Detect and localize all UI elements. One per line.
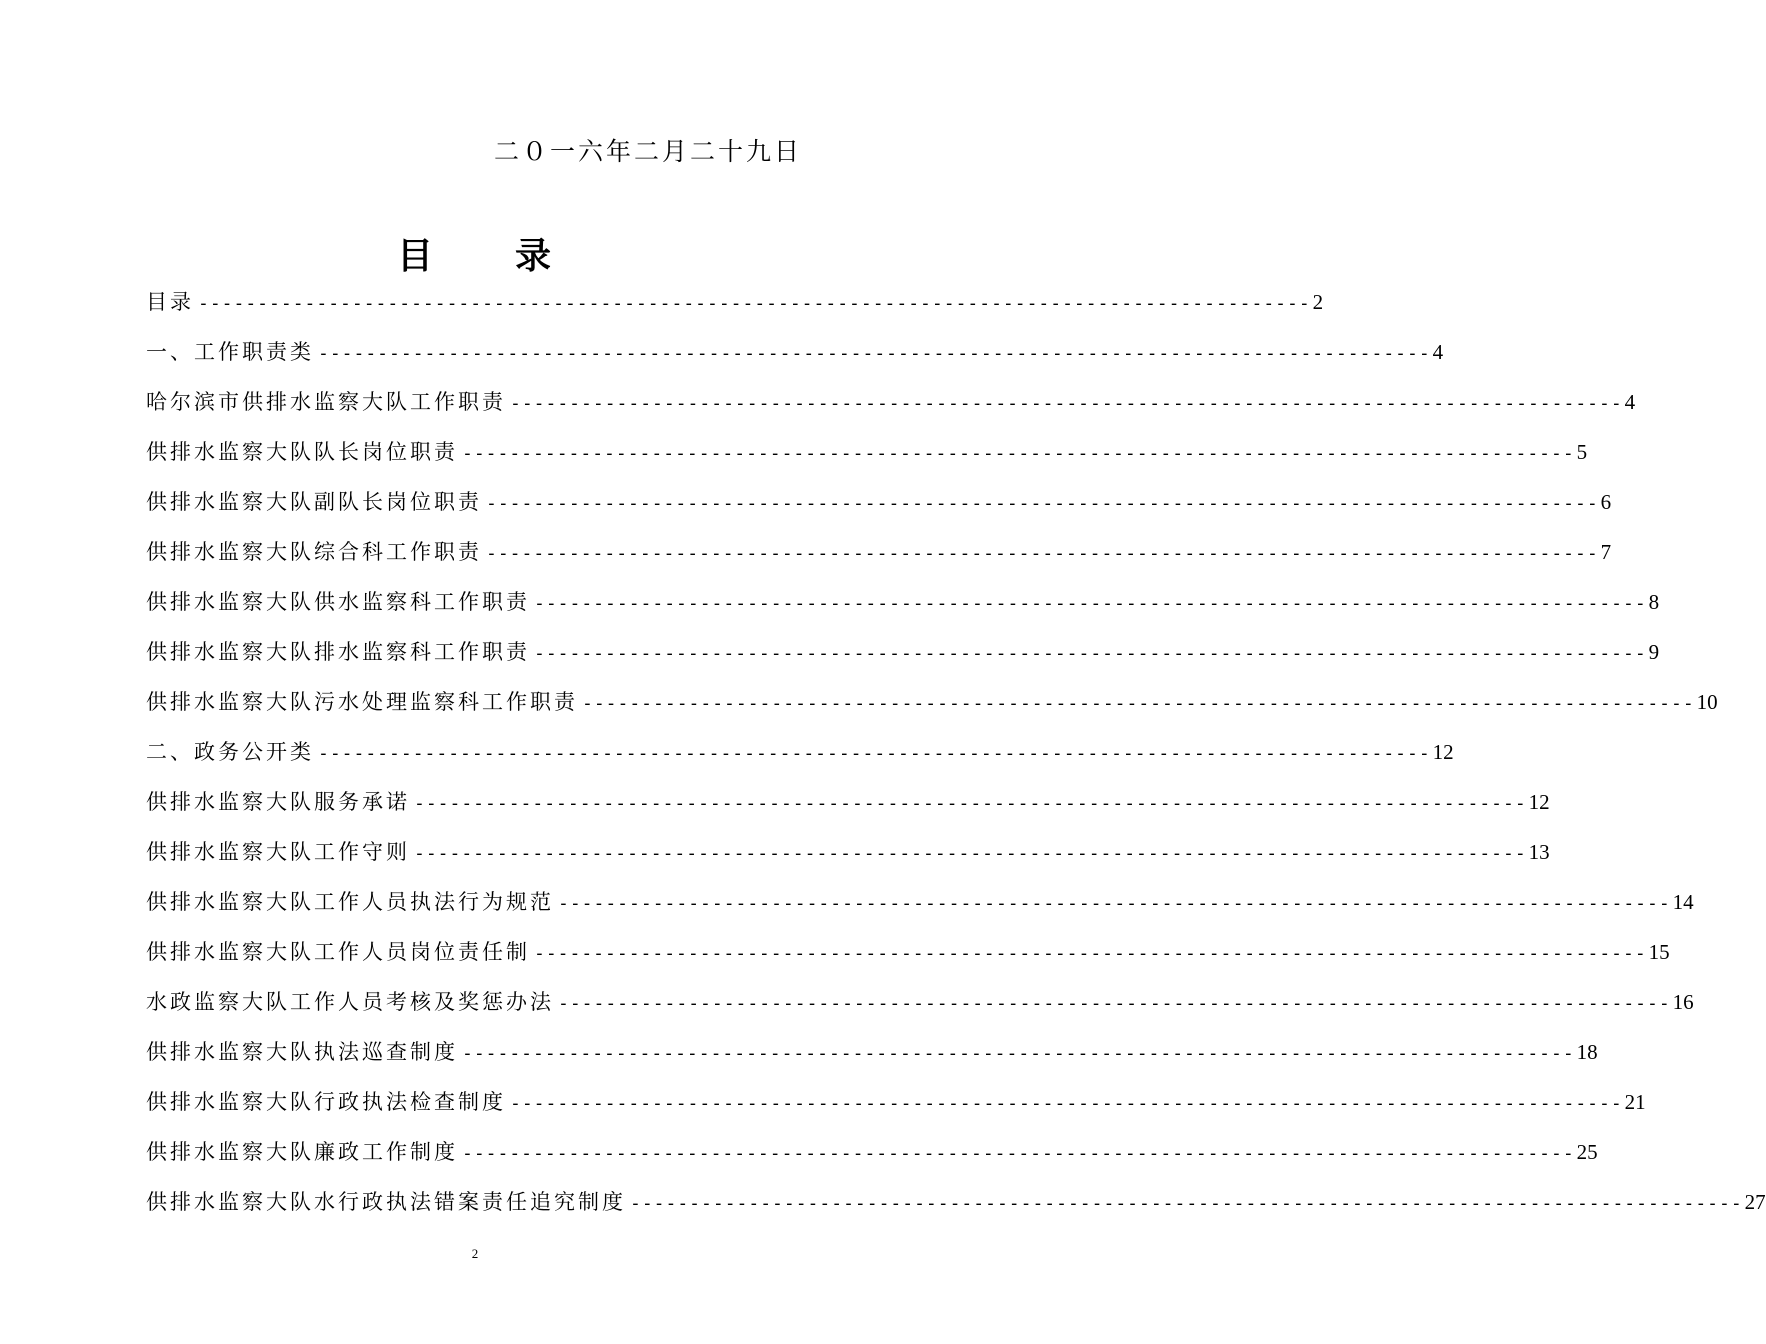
toc-entry[interactable] [146,1027,1598,1077]
toc-entry-text: 供排水监察大队工作人员执法行为规范 [146,890,554,914]
toc-leader: ---------------------------------------------------------------------------------------------- [510,1093,1623,1114]
toc-entry-text: 供排水监察大队服务承诺 [146,790,410,814]
footer-page-number: 2 [471,1246,479,1261]
toc-leader: ---------------------------------------------------------------------------------------------- [486,493,1599,514]
toc-leader: ---------------------------------------------------------------------------------------------- [510,393,1623,414]
toc-leader: ---------------------------------------------------------------------------------------------- [318,743,1431,764]
toc-title-part1: 目 [396,235,435,277]
toc-leader: ---------------------------------------------------------------------------------------------- [582,693,1695,714]
toc-entry[interactable] [146,377,1636,427]
toc-entry-text: 目录 [146,290,194,314]
toc-entry-text: 供排水监察大队工作守则 [146,840,410,864]
toc-entry-text: 哈尔滨市供排水监察大队工作职责 [146,390,506,414]
toc-entry-text: 供排水监察大队行政执法检查制度 [146,1090,506,1114]
toc-leader: ---------------------------------------------------------------------------------------------- [534,643,1647,664]
toc-entry-text: 供排水监察大队综合科工作职责 [146,540,482,564]
toc-entry[interactable] [146,727,1454,777]
toc-leader: ---------------------------------------------------------------------------------------------- [558,893,1671,914]
toc-entry-text: 供排水监察大队执法巡查制度 [146,1040,458,1064]
toc-list [146,277,1766,1227]
toc-entry[interactable] [146,827,1550,877]
toc-entry-text: 供排水监察大队副队长岗位职责 [146,490,482,514]
toc-leader: ---------------------------------------------------------------------------------------------- [414,843,1527,864]
toc-entry-text: 供排水监察大队污水处理监察科工作职责 [146,690,578,714]
toc-entry-text: 水政监察大队工作人员考核及奖惩办法 [146,990,554,1014]
toc-entry[interactable] [146,677,1718,727]
toc-entry-page: 14 [1672,890,1694,914]
toc-entry[interactable] [146,1077,1646,1127]
document-date: 二０一六年二月二十九日 [493,137,802,166]
toc-entry-text: 供排水监察大队供水监察科工作职责 [146,590,530,614]
toc-entry[interactable] [146,1177,1766,1227]
toc-leader: ---------------------------------------------------------------------------------------------- [462,443,1575,464]
toc-entry-page: 6 [1600,490,1612,514]
toc-entry[interactable] [146,927,1670,977]
toc-entry[interactable] [146,627,1660,677]
toc-entry-text: 供排水监察大队队长岗位职责 [146,440,458,464]
toc-entry-text: 二、政务公开类 [146,740,314,764]
toc-entry[interactable] [146,277,1324,327]
toc-entry[interactable] [146,477,1612,527]
toc-entry-page: 13 [1528,840,1550,864]
toc-leader: ---------------------------------------------------------------------------------------------- [462,1043,1575,1064]
toc-entry-text: 一、工作职责类 [146,340,314,364]
toc-entry-page: 12 [1528,790,1550,814]
toc-title-part2: 录 [515,235,554,277]
toc-leader: ---------------------------------------------------------------------------------------------- [534,593,1647,614]
toc-entry[interactable] [146,327,1444,377]
toc-entry[interactable] [146,577,1660,627]
toc-entry-page: 15 [1648,940,1670,964]
toc-entry-page: 10 [1696,690,1718,714]
toc-leader: ---------------------------------------------------------------------------------------------- [462,1143,1575,1164]
toc-title [0,228,950,279]
toc-entry-page: 25 [1576,1140,1598,1164]
toc-entry-page: 7 [1600,540,1612,564]
toc-entry[interactable] [146,427,1588,477]
toc-entry-text: 供排水监察大队水行政执法错案责任追究制度 [146,1190,626,1214]
toc-leader: ---------------------------------------------------------------------------------------------- [534,943,1647,964]
toc-entry[interactable] [146,977,1694,1027]
toc-entry-page: 4 [1432,340,1444,364]
toc-entry-page: 21 [1624,1090,1646,1114]
toc-entry[interactable] [146,527,1612,577]
toc-entry-page: 8 [1648,590,1660,614]
toc-leader: ---------------------------------------------------------------------------------------------- [630,1193,1743,1214]
toc-leader: ---------------------------------------------------------------------------------------------- [318,343,1431,364]
toc-entry-page: 9 [1648,640,1660,664]
toc-entry-text: 供排水监察大队排水监察科工作职责 [146,640,530,664]
toc-leader: ---------------------------------------------------------------------------------------------- [486,543,1599,564]
toc-entry-text: 供排水监察大队工作人员岗位责任制 [146,940,530,964]
toc-leader: ---------------------------------------------------------------------------------------------- [198,293,1311,314]
toc-entry-page: 27 [1744,1190,1766,1214]
toc-entry-text: 供排水监察大队廉政工作制度 [146,1140,458,1164]
toc-entry-page: 12 [1432,740,1454,764]
toc-entry[interactable] [146,1127,1598,1177]
toc-entry-page: 2 [1312,290,1324,314]
toc-entry-page: 16 [1672,990,1694,1014]
toc-leader: ---------------------------------------------------------------------------------------------- [414,793,1527,814]
toc-entry-page: 18 [1576,1040,1598,1064]
toc-entry[interactable] [146,877,1694,927]
toc-entry-page: 4 [1624,390,1636,414]
toc-leader: ---------------------------------------------------------------------------------------------- [558,993,1671,1014]
toc-entry-page: 5 [1576,440,1588,464]
toc-entry[interactable] [146,777,1550,827]
